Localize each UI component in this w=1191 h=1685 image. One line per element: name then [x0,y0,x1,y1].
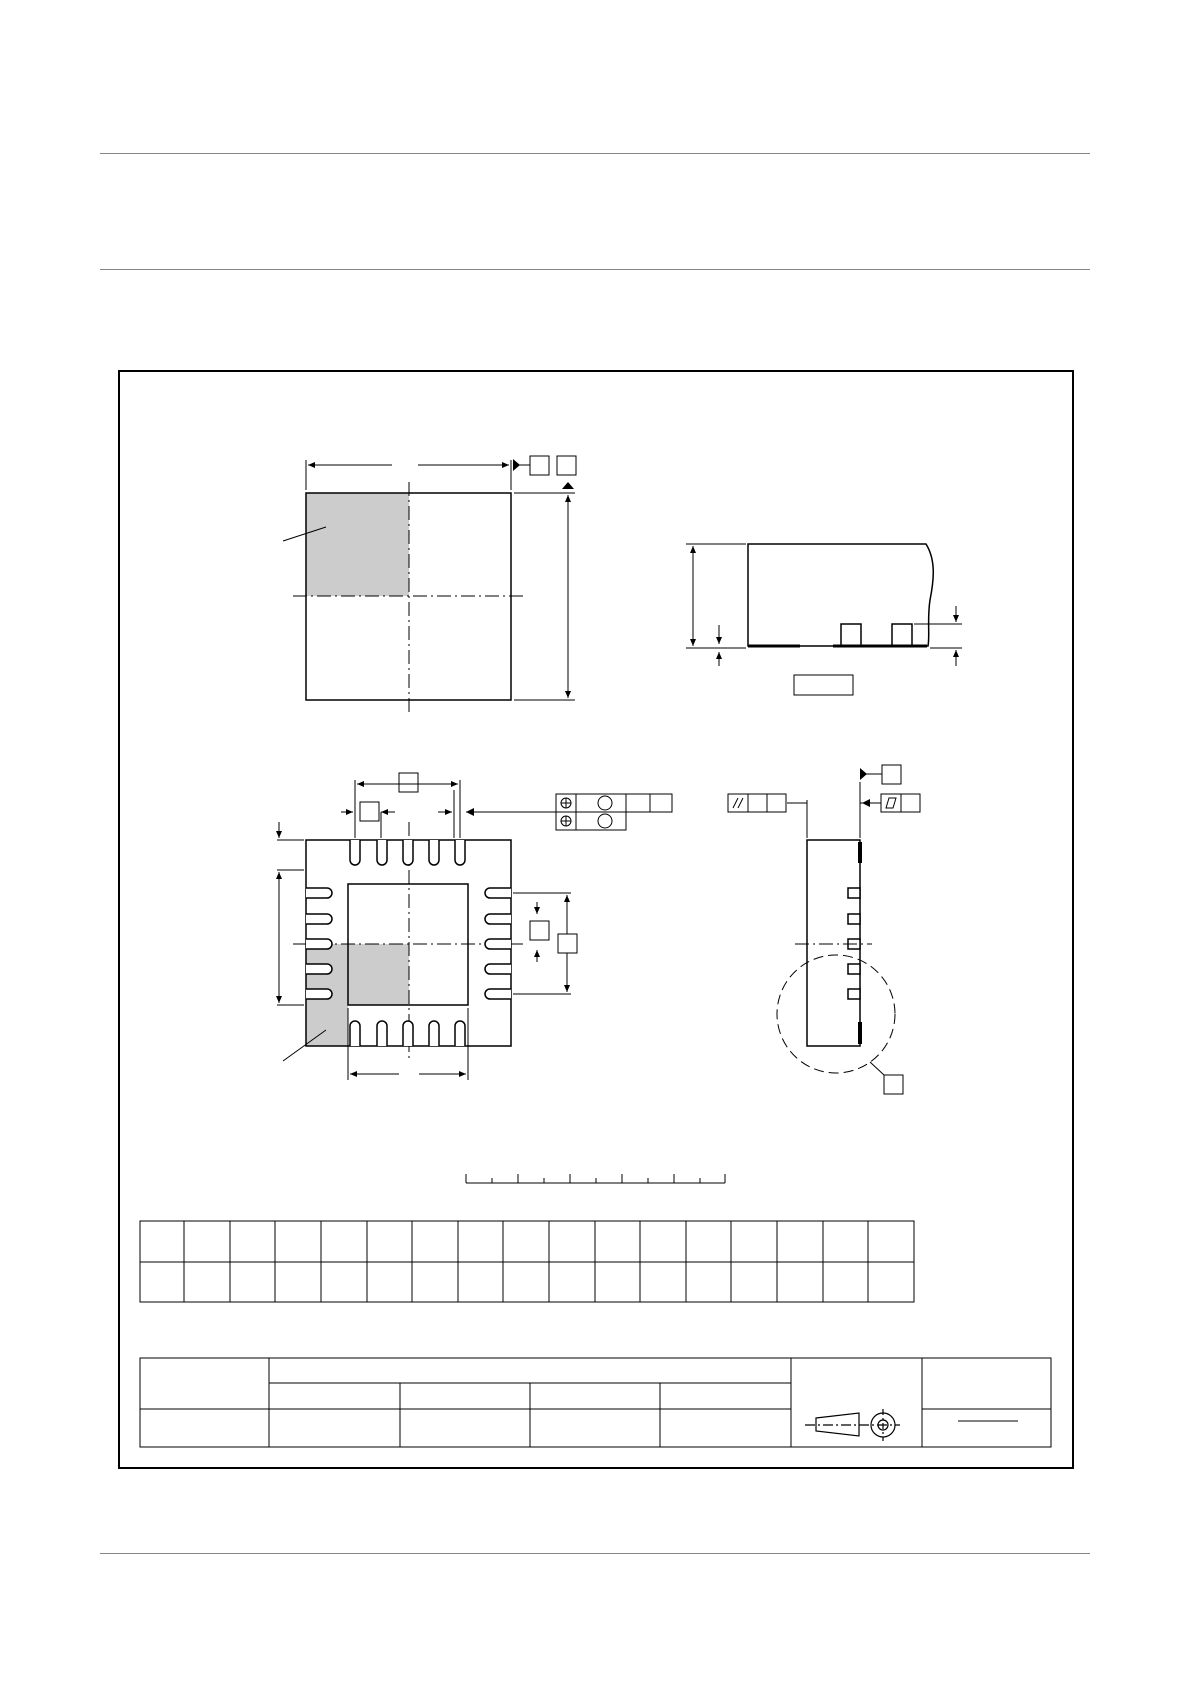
datum-box-c [882,765,901,784]
top-view [283,456,576,712]
drawing-frame [119,371,1073,1468]
dim-box-d1 [558,934,577,953]
detail-circle [777,955,895,1073]
pin1-index-area [306,493,409,596]
terminals-right [485,888,511,999]
bottom-view [277,773,672,1080]
datum-box-2 [557,456,576,475]
dim-box-e1 [399,773,418,792]
side-view [686,544,962,695]
title-block [140,1358,1051,1447]
datum-box-1 [530,456,549,475]
dim-box-e [360,802,379,821]
dimension-table [140,1221,914,1302]
terminals-bottom [350,1021,465,1046]
dim-box-k [530,921,549,940]
projection-symbol-icon [805,1409,900,1441]
scale-bar [466,1174,725,1183]
view-label-box [794,675,853,695]
terminal-side-view [728,765,920,1094]
feature-control-frame [556,794,672,830]
terminals-top [350,840,465,865]
detail-label-box [884,1075,903,1094]
parallelism-frame [728,794,786,812]
flatness-frame [881,794,920,812]
